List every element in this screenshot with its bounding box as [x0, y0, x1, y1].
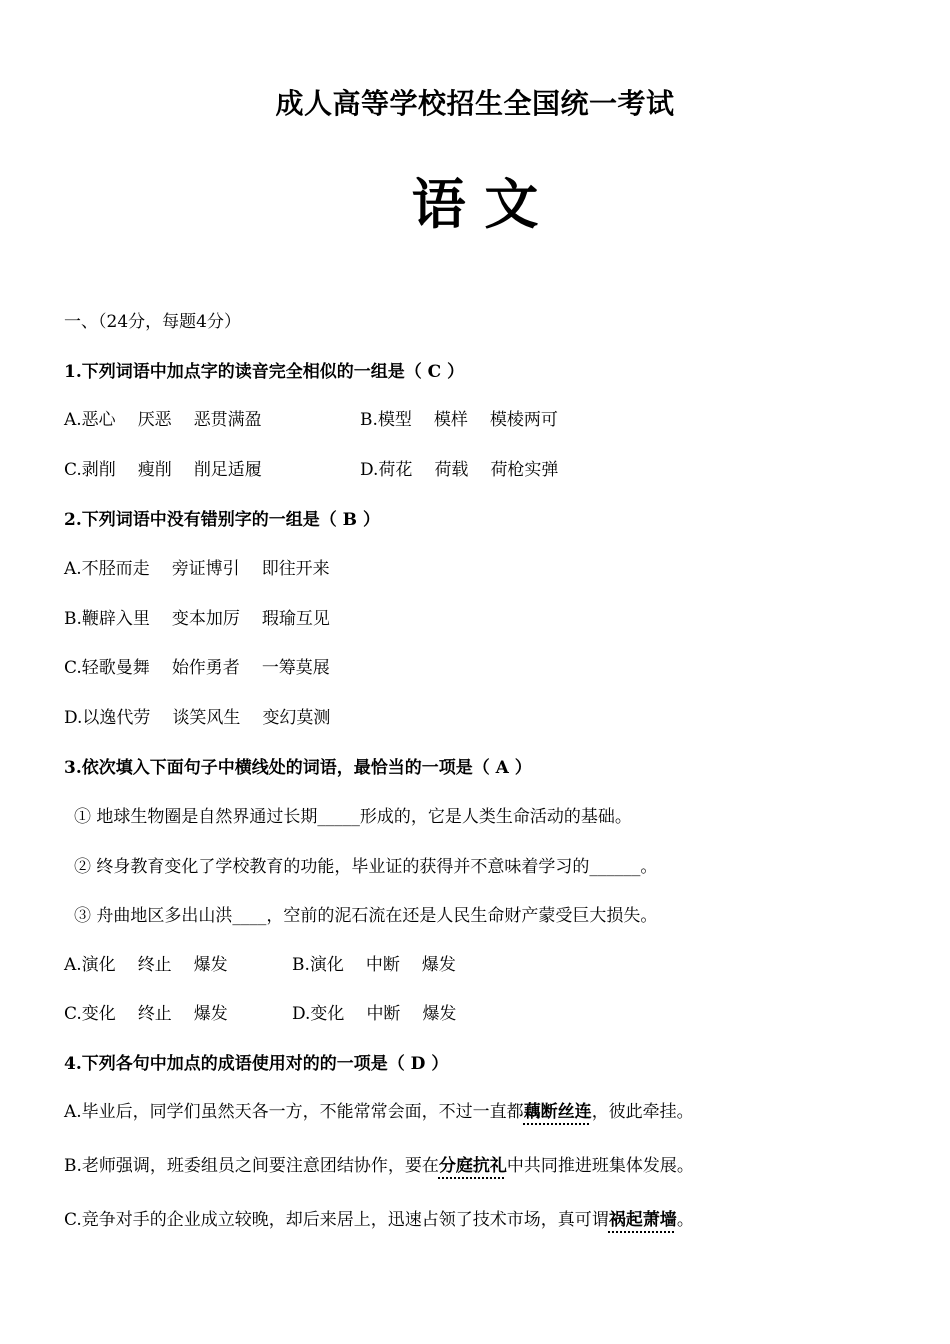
question-2-stem: 2.下列词语中没有错别字的一组是（ B ）	[64, 510, 380, 530]
q4-option-a: A.毕业后，同学们虽然天各一方，不能常常会面，不过一直都藕断丝连，彼此牵挂。	[64, 1102, 694, 1122]
subject-title: 语 文	[411, 173, 539, 236]
question-4-stem: 4.下列各句中加点的成语使用对的的一项是（ D ）	[64, 1054, 449, 1074]
q3-sentence-3: ③ 舟曲地区多出山洪____，空前的泥石流在还是人民生命财产蒙受巨大损失。	[74, 906, 658, 926]
q3-option-a: A.演化 终止 爆发	[64, 955, 228, 975]
q1-option-b: B.模型 模样 模棱两可	[360, 410, 558, 430]
q3-option-c: C.变化 终止 爆发	[64, 1004, 228, 1024]
q2-option-a: A.不胫而走 旁证博引 即往开来	[64, 559, 330, 579]
dotted-idiom: 祸起萧墙	[608, 1210, 677, 1230]
dotted-idiom: 藕断丝连	[523, 1102, 592, 1122]
exam-title: 成人高等学校招生全国统一考试	[275, 87, 675, 120]
section-heading: 一、（24分，每题4分）	[64, 312, 241, 332]
q1-option-d: D.荷花 荷载 荷枪实弹	[360, 460, 559, 480]
q1-option-a: A.恶心 厌恶 恶贯满盈	[64, 410, 262, 430]
q2-option-b: B.鞭辟入里 变本加厉 瑕瑜互见	[64, 609, 330, 629]
question-1-stem: 1.下列词语中加点字的读音完全相似的一组是（ C ）	[64, 362, 465, 382]
question-3-stem: 3.依次填入下面句子中横线处的词语，最恰当的一项是（ A ）	[64, 758, 532, 778]
q3-option-d: D.变化 中断 爆发	[292, 1004, 457, 1024]
q4-option-b: B.老师强调，班委组员之间要注意团结协作，要在分庭抗礼中共同推进班集体发展。	[64, 1156, 694, 1176]
dotted-idiom: 分庭抗礼	[438, 1156, 507, 1176]
q4-option-c: C.竞争对手的企业成立较晚，却后来居上，迅速占领了技术市场，真可谓祸起萧墙。	[64, 1210, 694, 1230]
q3-sentence-1: ① 地球生物圈是自然界通过长期_____形成的，它是人类生命活动的基础。	[74, 807, 632, 827]
q3-option-b: B.演化 中断 爆发	[292, 955, 456, 975]
q1-option-c: C.剥削 瘦削 削足适履	[64, 460, 262, 480]
q3-sentence-2: ② 终身教育变化了学校教育的功能，毕业证的获得并不意味着学习的______。	[74, 857, 658, 877]
q2-option-c: C.轻歌曼舞 始作勇者 一筹莫展	[64, 658, 330, 678]
q2-option-d: D.以逸代劳 谈笑风生 变幻莫测	[64, 708, 331, 728]
